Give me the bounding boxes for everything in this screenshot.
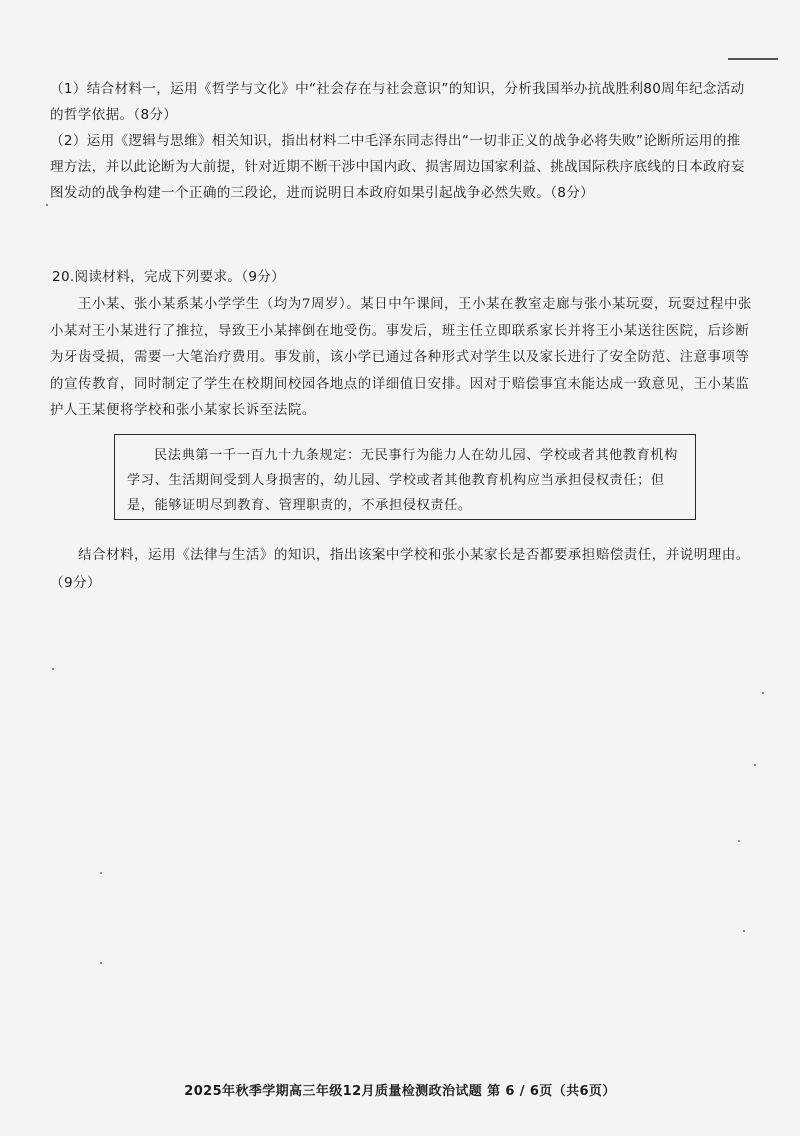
scan-speck <box>46 204 48 206</box>
scan-speck <box>754 764 756 766</box>
question-20-heading: 20.阅读材料，完成下列要求。（9分） <box>52 269 286 285</box>
corner-rule <box>728 58 778 60</box>
question-20-material: 王小某、张小某系某小学学生（均为7周岁）。某日中午课间，王小某在教室走廊与张小某玩耍，玩耍过程中张小某对王小某进行了推拉，导致王小某摔倒在地受伤。事发后，班主任立即联系家长并将王小某送往医院，后诊断为牙齿受损，需要一大笔治疗费用。事发前，该小学已通过各种形式对学生以及家长进行了安全防范、注意事项等的宣传教育，同时制定了学生在校期间校园各地点的详细值日安排。因对于赔偿事宜未能达成一致意见，王小某监护人王某便将学校和张小某家长诉至法院。 <box>50 297 752 419</box>
scan-speck <box>100 962 102 964</box>
scan-speck <box>762 692 764 694</box>
civil-code-article-box: 民法典第一千一百九十九条规定：无民事行为能力人在幼儿园、学校或者其他教育机构学习、生活期间受到人身损害的，幼儿园、学校或者其他教育机构应当承担侵权责任；但是，能够证明尽到教育、管理职责的，不承担侵权责任。 <box>114 434 696 520</box>
scan-speck <box>738 840 740 842</box>
question-19-part-1: （1）结合材料一，运用《哲学与文化》中“社会存在与社会意识”的知识，分析我国举办抗战胜利80周年纪念活动的哲学依据。（8分） <box>50 81 745 123</box>
scan-speck <box>100 872 102 874</box>
page-footer: 2025年秋季学期高三年级12月质量检测政治试题 第 6 / 6页（共6页） <box>184 1084 616 1099</box>
question-20-task: 结合材料，运用《法律与生活》的知识，指出该案中学校和张小某家长是否都要承担赔偿责任，并说明理由。（9分） <box>50 547 750 591</box>
question-19-part-2: （2）运用《逻辑与思维》相关知识，指出材料二中毛泽东同志得出“一切非正义的战争必将失败”论断所运用的推理方法，并以此论断为大前提，针对近期不断干涉中国内政、损害周边国家利益、挑战国际秩序底线的日本政府妄图发动的战争构建一个正确的三段论，进而说明日本政府如果引起战争必然失败。（8分） <box>50 133 745 201</box>
scan-speck <box>52 668 54 670</box>
scan-speck <box>743 930 745 932</box>
